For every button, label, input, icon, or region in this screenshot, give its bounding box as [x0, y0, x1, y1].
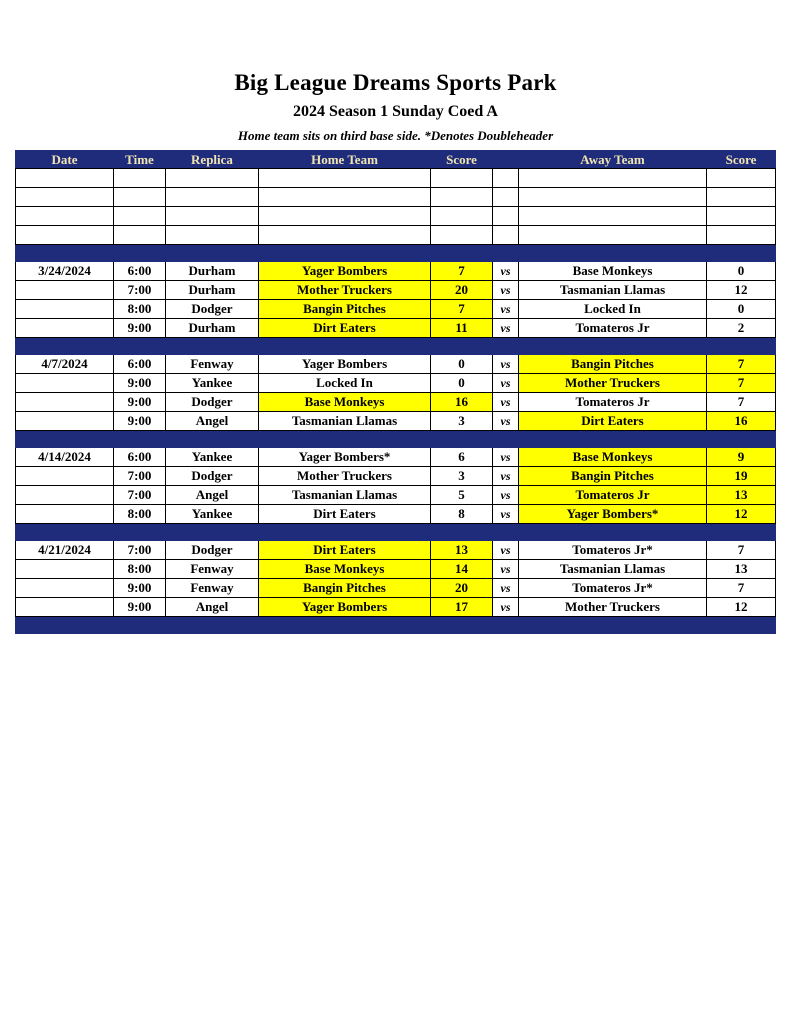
away-team-cell: Bangin Pitches	[519, 467, 707, 486]
vs-cell: vs	[493, 281, 519, 300]
home-score-cell: 7	[431, 262, 493, 281]
empty-cell	[114, 169, 166, 188]
date-cell	[16, 505, 114, 524]
away-score-cell: 7	[707, 541, 776, 560]
away-team-cell: Tasmanian Llamas	[519, 281, 707, 300]
section-separator-row	[16, 617, 776, 634]
time-cell: 9:00	[114, 579, 166, 598]
away-score-cell: 0	[707, 262, 776, 281]
replica-cell: Yankee	[166, 374, 259, 393]
empty-cell	[519, 207, 707, 226]
time-cell: 6:00	[114, 355, 166, 374]
table-header	[16, 151, 776, 169]
date-cell	[16, 467, 114, 486]
empty-row	[16, 207, 776, 226]
empty-cell	[519, 226, 707, 245]
away-score-cell: 12	[707, 598, 776, 617]
empty-cell	[259, 169, 431, 188]
column-header-home-score: Score	[431, 151, 493, 169]
empty-cell	[259, 188, 431, 207]
home-team-cell: Base Monkeys	[259, 560, 431, 579]
vs-cell: vs	[493, 579, 519, 598]
time-cell: 9:00	[114, 319, 166, 338]
table-body	[16, 169, 776, 634]
section-separator-row	[16, 338, 776, 355]
empty-cell	[16, 188, 114, 207]
away-team-cell: Base Monkeys	[519, 448, 707, 467]
home-team-cell: Locked In	[259, 374, 431, 393]
home-score-cell: 5	[431, 486, 493, 505]
date-cell: 4/14/2024	[16, 448, 114, 467]
game-row	[16, 486, 776, 505]
replica-cell: Angel	[166, 598, 259, 617]
empty-row	[16, 226, 776, 245]
time-cell: 7:00	[114, 541, 166, 560]
replica-cell: Durham	[166, 319, 259, 338]
page-note: Home team sits on third base side. *Denotes Doubleheader	[237, 128, 554, 143]
home-score-cell: 3	[431, 412, 493, 431]
date-cell	[16, 560, 114, 579]
empty-cell	[431, 207, 493, 226]
away-score-cell: 7	[707, 393, 776, 412]
vs-cell: vs	[493, 486, 519, 505]
time-cell: 9:00	[114, 598, 166, 617]
empty-cell	[431, 169, 493, 188]
separator-bar	[16, 338, 776, 355]
separator-bar	[16, 617, 776, 634]
home-team-cell: Yager Bombers*	[259, 448, 431, 467]
game-row	[16, 541, 776, 560]
time-cell: 9:00	[114, 412, 166, 431]
game-row	[16, 505, 776, 524]
empty-cell	[431, 188, 493, 207]
home-score-cell: 7	[431, 300, 493, 319]
date-cell: 4/21/2024	[16, 541, 114, 560]
time-cell: 7:00	[114, 467, 166, 486]
game-row	[16, 448, 776, 467]
game-row	[16, 412, 776, 431]
date-cell	[16, 319, 114, 338]
empty-cell	[707, 226, 776, 245]
column-header-home-team: Home Team	[259, 151, 431, 169]
date-cell	[16, 374, 114, 393]
home-team-cell: Yager Bombers	[259, 262, 431, 281]
away-score-cell: 16	[707, 412, 776, 431]
empty-cell	[166, 207, 259, 226]
game-row	[16, 560, 776, 579]
replica-cell: Fenway	[166, 579, 259, 598]
date-cell	[16, 486, 114, 505]
away-score-cell: 13	[707, 486, 776, 505]
away-team-cell: Bangin Pitches	[519, 355, 707, 374]
empty-row	[16, 169, 776, 188]
game-row	[16, 355, 776, 374]
schedule-table	[15, 150, 776, 634]
empty-cell	[16, 207, 114, 226]
date-cell	[16, 579, 114, 598]
empty-cell	[707, 188, 776, 207]
replica-cell: Durham	[166, 262, 259, 281]
home-team-cell: Tasmanian Llamas	[259, 486, 431, 505]
time-cell: 7:00	[114, 486, 166, 505]
vs-cell: vs	[493, 374, 519, 393]
home-score-cell: 11	[431, 319, 493, 338]
replica-cell: Dodger	[166, 393, 259, 412]
game-row	[16, 300, 776, 319]
home-team-cell: Bangin Pitches	[259, 300, 431, 319]
away-team-cell: Yager Bombers*	[519, 505, 707, 524]
empty-cell	[431, 226, 493, 245]
empty-cell	[114, 188, 166, 207]
home-team-cell: Bangin Pitches	[259, 579, 431, 598]
replica-cell: Dodger	[166, 300, 259, 319]
page-title: Big League Dreams Sports Park	[234, 70, 557, 95]
replica-cell: Angel	[166, 412, 259, 431]
home-score-cell: 8	[431, 505, 493, 524]
column-header-replica: Replica	[166, 151, 259, 169]
away-score-cell: 9	[707, 448, 776, 467]
empty-cell	[166, 226, 259, 245]
away-score-cell: 19	[707, 467, 776, 486]
home-score-cell: 14	[431, 560, 493, 579]
empty-cell	[493, 207, 519, 226]
away-team-cell: Mother Truckers	[519, 374, 707, 393]
date-cell	[16, 281, 114, 300]
game-row	[16, 374, 776, 393]
game-row	[16, 262, 776, 281]
time-cell: 6:00	[114, 448, 166, 467]
vs-cell: vs	[493, 262, 519, 281]
time-cell: 8:00	[114, 560, 166, 579]
replica-cell: Fenway	[166, 355, 259, 374]
time-cell: 6:00	[114, 262, 166, 281]
empty-cell	[16, 169, 114, 188]
empty-cell	[259, 226, 431, 245]
table-header-row	[16, 151, 776, 169]
vs-cell: vs	[493, 598, 519, 617]
game-row	[16, 579, 776, 598]
replica-cell: Yankee	[166, 505, 259, 524]
game-row	[16, 281, 776, 300]
replica-cell: Angel	[166, 486, 259, 505]
replica-cell: Dodger	[166, 541, 259, 560]
away-team-cell: Locked In	[519, 300, 707, 319]
vs-cell: vs	[493, 393, 519, 412]
away-score-cell: 7	[707, 579, 776, 598]
away-team-cell: Dirt Eaters	[519, 412, 707, 431]
home-score-cell: 16	[431, 393, 493, 412]
home-score-cell: 0	[431, 374, 493, 393]
home-team-cell: Base Monkeys	[259, 393, 431, 412]
away-team-cell: Tomateros Jr	[519, 393, 707, 412]
empty-cell	[519, 169, 707, 188]
time-cell: 9:00	[114, 393, 166, 412]
home-team-cell: Mother Truckers	[259, 467, 431, 486]
home-score-cell: 20	[431, 281, 493, 300]
empty-cell	[707, 169, 776, 188]
home-team-cell: Mother Truckers	[259, 281, 431, 300]
home-team-cell: Yager Bombers	[259, 355, 431, 374]
column-header-away-score: Score	[707, 151, 776, 169]
home-team-cell: Dirt Eaters	[259, 505, 431, 524]
game-row	[16, 467, 776, 486]
empty-cell	[114, 226, 166, 245]
home-score-cell: 20	[431, 579, 493, 598]
separator-bar	[16, 431, 776, 448]
replica-cell: Durham	[166, 281, 259, 300]
replica-cell: Fenway	[166, 560, 259, 579]
page-subtitle: 2024 Season 1 Sunday Coed A	[293, 103, 498, 120]
away-team-cell: Tasmanian Llamas	[519, 560, 707, 579]
vs-cell: vs	[493, 505, 519, 524]
home-score-cell: 13	[431, 541, 493, 560]
section-separator-row	[16, 431, 776, 448]
date-cell	[16, 412, 114, 431]
empty-cell	[166, 169, 259, 188]
home-team-cell: Dirt Eaters	[259, 541, 431, 560]
home-score-cell: 6	[431, 448, 493, 467]
away-score-cell: 12	[707, 281, 776, 300]
empty-row	[16, 188, 776, 207]
separator-bar	[16, 524, 776, 541]
game-row	[16, 393, 776, 412]
away-score-cell: 7	[707, 355, 776, 374]
time-cell: 8:00	[114, 505, 166, 524]
empty-cell	[166, 188, 259, 207]
home-team-cell: Yager Bombers	[259, 598, 431, 617]
replica-cell: Yankee	[166, 448, 259, 467]
column-header-time: Time	[114, 151, 166, 169]
section-separator-row	[16, 524, 776, 541]
vs-cell: vs	[493, 560, 519, 579]
time-cell: 7:00	[114, 281, 166, 300]
away-score-cell: 0	[707, 300, 776, 319]
column-header-date: Date	[16, 151, 114, 169]
vs-cell: vs	[493, 300, 519, 319]
column-header-away-team: Away Team	[519, 151, 707, 169]
game-row	[16, 598, 776, 617]
vs-cell: vs	[493, 412, 519, 431]
vs-cell: vs	[493, 355, 519, 374]
vs-cell: vs	[493, 467, 519, 486]
separator-bar	[16, 245, 776, 262]
vs-cell: vs	[493, 541, 519, 560]
away-team-cell: Tomateros Jr*	[519, 579, 707, 598]
column-header-vs	[493, 151, 519, 169]
away-score-cell: 13	[707, 560, 776, 579]
vs-cell: vs	[493, 448, 519, 467]
empty-cell	[493, 226, 519, 245]
home-score-cell: 3	[431, 467, 493, 486]
empty-cell	[16, 226, 114, 245]
date-cell: 3/24/2024	[16, 262, 114, 281]
time-cell: 8:00	[114, 300, 166, 319]
date-cell	[16, 598, 114, 617]
away-score-cell: 7	[707, 374, 776, 393]
empty-cell	[114, 207, 166, 226]
replica-cell: Dodger	[166, 467, 259, 486]
home-score-cell: 0	[431, 355, 493, 374]
date-cell	[16, 393, 114, 412]
away-team-cell: Tomateros Jr	[519, 486, 707, 505]
empty-cell	[493, 169, 519, 188]
home-team-cell: Dirt Eaters	[259, 319, 431, 338]
away-score-cell: 2	[707, 319, 776, 338]
away-score-cell: 12	[707, 505, 776, 524]
date-cell: 4/7/2024	[16, 355, 114, 374]
vs-cell: vs	[493, 319, 519, 338]
away-team-cell: Tomateros Jr*	[519, 541, 707, 560]
empty-cell	[519, 188, 707, 207]
empty-cell	[707, 207, 776, 226]
empty-cell	[259, 207, 431, 226]
away-team-cell: Base Monkeys	[519, 262, 707, 281]
game-row	[16, 319, 776, 338]
home-team-cell: Tasmanian Llamas	[259, 412, 431, 431]
away-team-cell: Tomateros Jr	[519, 319, 707, 338]
home-score-cell: 17	[431, 598, 493, 617]
away-team-cell: Mother Truckers	[519, 598, 707, 617]
section-separator-row	[16, 245, 776, 262]
date-cell	[16, 300, 114, 319]
time-cell: 9:00	[114, 374, 166, 393]
empty-cell	[493, 188, 519, 207]
